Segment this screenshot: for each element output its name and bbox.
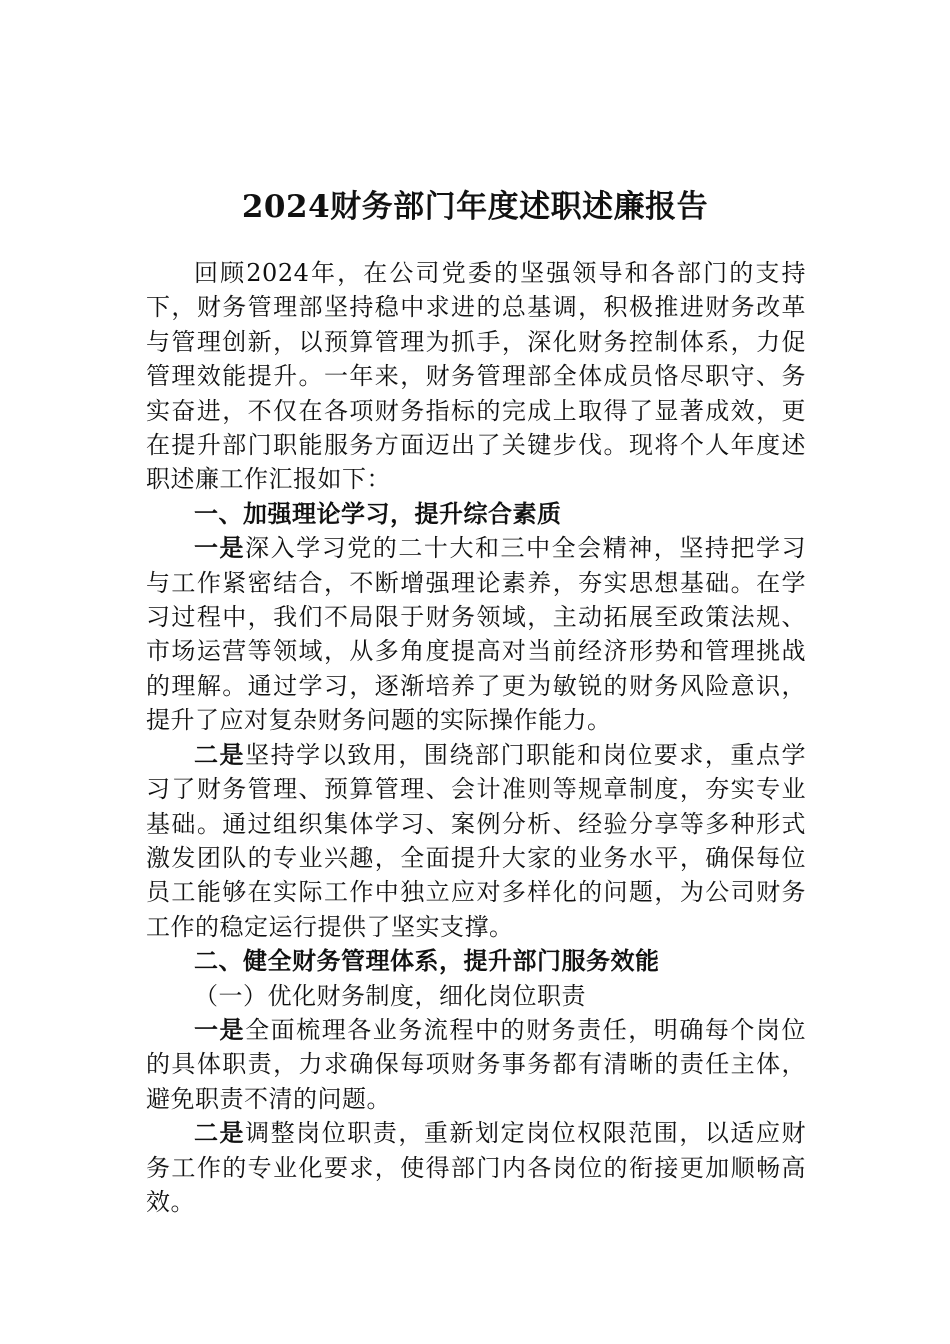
section-2-item-2 [146, 1116, 806, 1219]
section-2-item-1 [146, 1013, 806, 1116]
item-text: 全面梳理各业务流程中的财务责任，明确每个岗位的具体职责，力求确保每项财务事务都有清晰的责任主体，避免职责不清的问题。 [146, 1015, 807, 1113]
section-1-item-2 [146, 738, 806, 944]
item-lead: 二是 [194, 1118, 246, 1148]
item-lead: 一是 [194, 1014, 246, 1044]
section-1-heading: 一、加强理论学习，提升综合素质 [194, 498, 562, 528]
item-text: 调整岗位职责，重新划定岗位权限范围，以适应财务工作的专业化要求，使得部门内各岗位的衔接更加顺畅高效。 [146, 1119, 807, 1216]
document-body [146, 256, 806, 1219]
item-lead: 一是 [194, 533, 246, 563]
section-2-subheading: （一）优化财务制度，细化岗位职责 [194, 981, 586, 1010]
item-text: 深入学习党的二十大和三中全会精神，坚持把学习与工作紧密结合，不断增强理论素养，夯实思想基础。在学习过程中，我们不局限于财务领域，主动拓展至政策法规、市场运营等领域，从多角度提高对当前经济形势和管理挑战的理解。通过学习，逐渐培养了更为敏锐的财务风险意识，提升了应对复杂财务问题的实际操作能力。 [146, 534, 807, 735]
section-1-item-1 [146, 531, 806, 737]
section-2-heading: 二、健全财务管理体系，提升部门服务效能 [194, 946, 660, 976]
intro-paragraph: 回顾2024年，在公司党委的坚强领导和各部门的支持下，财务管理部坚持稳中求进的总基调，积极推进财务改革与管理创新，以预算管理为抓手，深化财务控制体系，力促管理效能提升。一年来，财务管理部全体成员恪尽职守、务实奋进，不仅在各项财务指标的完成上取得了显著成效，更在提升部门职能服务方面迈出了关键步伐。现将个人年度述职述廉工作汇报如下： [146, 259, 806, 494]
item-text: 坚持学以致用，围绕部门职能和岗位要求，重点学习了财务管理、预算管理、会计准则等规章制度，夯实专业基础。通过组织集体学习、案例分析、经验分享等多种形式激发团队的专业兴趣，全面提升大家的业务水平，确保每位员工能够在实际工作中独立应对多样化的问题，为公司财务工作的稳定运行提供了坚实支撑。 [146, 740, 807, 941]
item-lead: 二是 [194, 739, 246, 769]
document-title: 2024财务部门年度述职述廉报告 [241, 188, 709, 225]
